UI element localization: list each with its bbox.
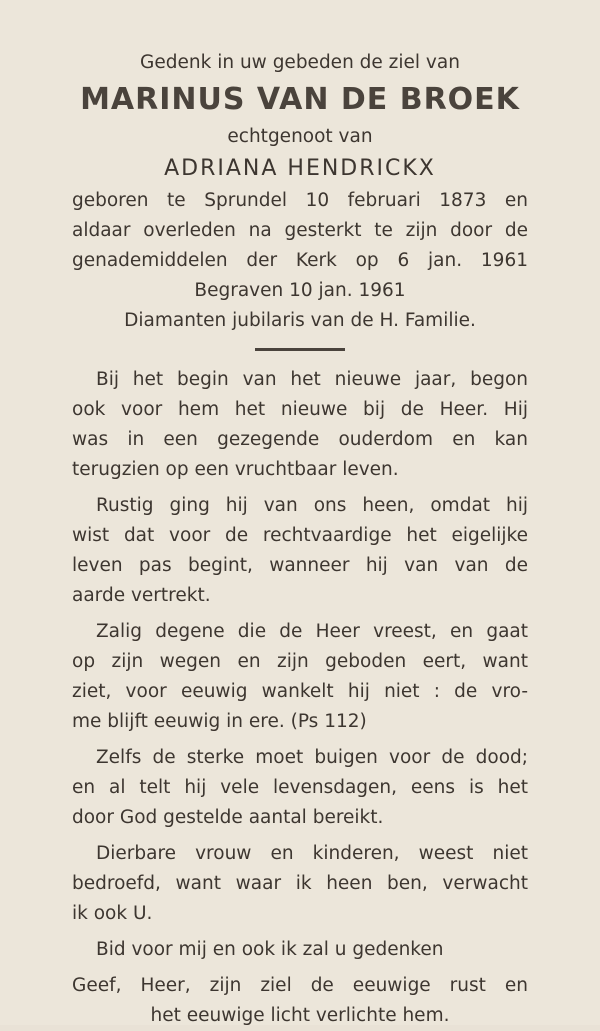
- closing-prayer: [72, 971, 528, 1031]
- text-line: Bid voor mij en ook ik zal u gedenken: [96, 939, 444, 960]
- death-line-2: genademiddelen der Kerk op 6 jan. 1961: [72, 250, 528, 271]
- birth-line: geboren te Sprundel 10 februari 1873 en: [72, 190, 528, 211]
- text-line: Zalig degene die de Heer vreest, en gaat: [96, 621, 528, 642]
- death-line-1: aldaar overleden na gesterkt te zijn door de: [72, 220, 528, 241]
- text-line: ook voor hem het nieuwe bij de Heer. Hij: [72, 399, 528, 420]
- text-line: ik ook U.: [72, 903, 153, 924]
- text-line: Zelfs de sterke moet buigen voor de dood;: [96, 747, 528, 768]
- divider: [255, 348, 345, 351]
- card-header: [0, 0, 600, 351]
- spouse-name: ADRIANA HENDRICKX: [164, 156, 436, 181]
- text-line: en al telt hij vele levensdagen, eens is het: [72, 777, 528, 798]
- closing-line-2: het eeuwige licht verlichte hem.: [150, 1005, 450, 1026]
- jubilee-line: Diamanten jubilaris van de H. Familie.: [124, 310, 476, 331]
- intro-line: Gedenk in uw gebeden de ziel van: [140, 52, 460, 73]
- text-line: Dierbare vrouw en kinderen, weest niet: [96, 843, 528, 864]
- verse-text: [0, 365, 600, 1031]
- text-line: Rustig ging hij van ons heen, omdat hij: [96, 495, 528, 516]
- text-line: aarde vertrekt.: [72, 585, 211, 606]
- paragraph-2: [72, 491, 528, 611]
- text-line: ziet, voor eeuwig wankelt hij niet : de vro-: [72, 681, 528, 702]
- paragraph-5: [72, 839, 528, 929]
- text-line: me blijft eeuwig in ere. (Ps 112): [72, 711, 367, 732]
- text-line: bedroefd, want waar ik heen ben, verwacht: [72, 873, 528, 894]
- paragraph-3: [72, 617, 528, 737]
- text-line: Bij het begin van het nieuwe jaar, begon: [96, 369, 528, 390]
- relation-line: echtgenoot van: [227, 126, 373, 147]
- closing-line-1: Geef, Heer, zijn ziel de eeuwige rust en: [72, 975, 528, 996]
- text-line: wist dat voor de rechtvaardige het eigelijke: [72, 525, 528, 546]
- text-line: door God gestelde aantal bereikt.: [72, 807, 384, 828]
- paragraph-1: [72, 365, 528, 485]
- text-line: was in een gezegende ouderdom en kan: [72, 429, 528, 450]
- text-line: terugzien op een vruchtbaar leven.: [72, 459, 399, 480]
- text-line: leven pas begint, wanneer hij van van de: [72, 555, 528, 576]
- paragraph-6: [72, 935, 528, 965]
- paragraph-4: [72, 743, 528, 833]
- text-line: op zijn wegen en zijn geboden eert, want: [72, 651, 528, 672]
- deceased-name: MARINUS VAN DE BROEK: [80, 82, 520, 117]
- burial-line: Begraven 10 jan. 1961: [194, 280, 406, 301]
